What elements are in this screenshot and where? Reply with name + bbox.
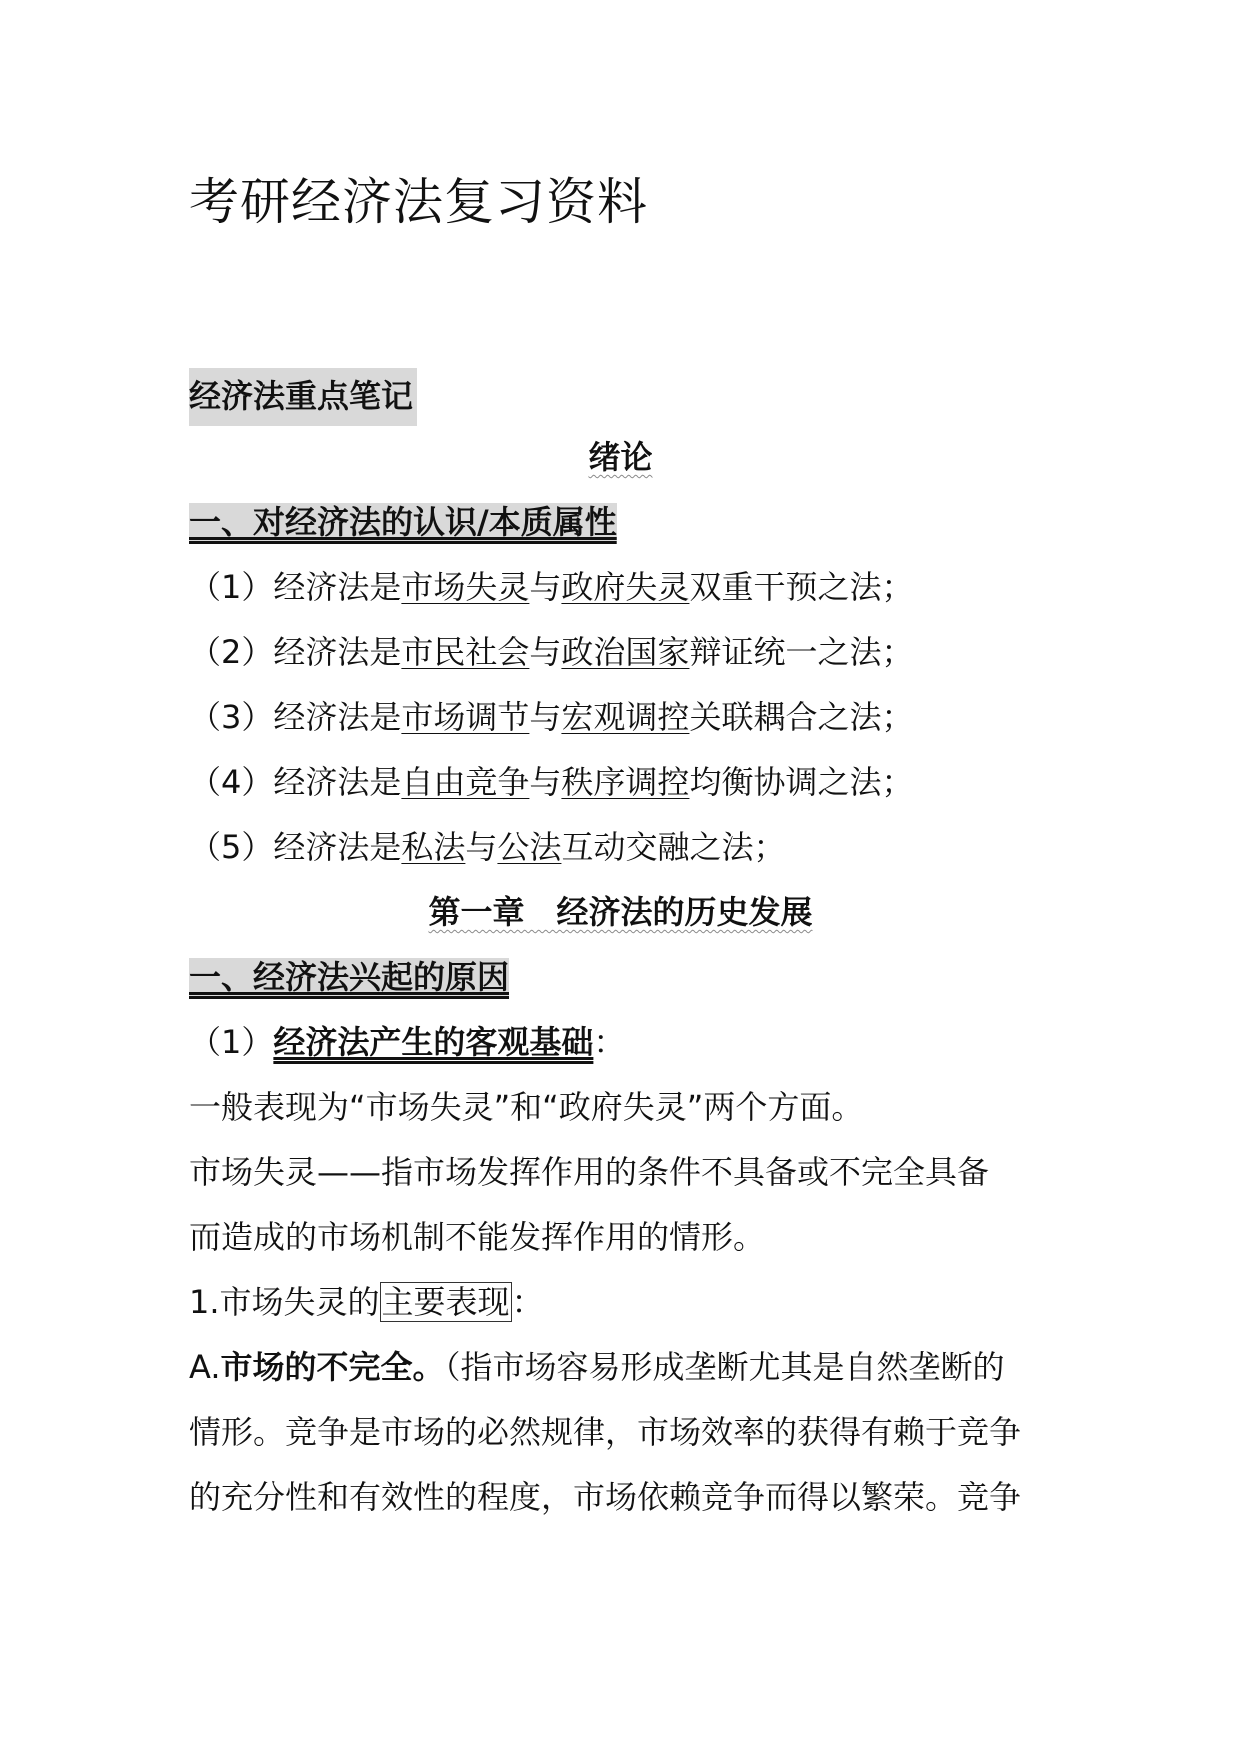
section-heading-origin [189, 957, 509, 997]
subheading-colon: ： [593, 1023, 626, 1061]
point-colon: ： [511, 1283, 544, 1321]
item-text: 辩证统一之法； [689, 633, 914, 671]
item-number: （5） [189, 828, 274, 866]
paragraph-line: 市场失灵——指市场发挥作用的条件不具备或不完全具备 [189, 1153, 990, 1191]
item-text: 与 [529, 698, 562, 736]
subheading-label: 经济法产生的客观基础 [273, 1023, 594, 1061]
item-text: 经济法是 [273, 698, 402, 736]
point-a-rest: （指市场容易形成垄断尤其是自然垄断的 [444, 1348, 1005, 1386]
item-term: 自由竞争 [401, 763, 530, 801]
intro-heading [0, 437, 1241, 477]
subheading-objective-basis [189, 1022, 625, 1062]
list-item [189, 567, 913, 607]
item-text: 双重干预之法； [689, 568, 914, 606]
section-heading-essence [189, 502, 617, 542]
item-term: 秩序调控 [561, 763, 690, 801]
paragraph-line: 一般表现为“市场失灵”和“政府失灵”两个方面。 [189, 1088, 864, 1126]
list-item [189, 697, 913, 737]
list-item [189, 762, 913, 802]
notes-heading: 经济法重点笔记 [189, 368, 417, 426]
chapter-heading [0, 892, 1241, 932]
item-text: 与 [529, 568, 562, 606]
intro-heading-text: 绪论 [588, 438, 653, 476]
item-text: 经济法是 [273, 568, 402, 606]
section-heading-essence-text: 一、对经济法的认识/本质属性 [189, 503, 617, 541]
item-term: 市场调节 [401, 698, 530, 736]
paragraph-line: 而造成的市场机制不能发挥作用的情形。 [189, 1218, 766, 1256]
list-item [189, 827, 785, 867]
item-term: 公法 [497, 828, 562, 866]
paragraph-line: 的充分性和有效性的程度，市场依赖竞争而得以繁荣。竞争 [189, 1478, 1022, 1516]
item-number: （1） [189, 1023, 274, 1061]
point-a-prefix: A. [189, 1348, 221, 1386]
item-text: 与 [465, 828, 498, 866]
boxed-term: 主要表现 [381, 1283, 510, 1321]
item-term: 宏观调控 [561, 698, 690, 736]
item-text: 均衡协调之法； [689, 763, 914, 801]
item-text: 与 [529, 763, 562, 801]
item-term: 市场失灵 [401, 568, 530, 606]
paragraph-line: 情形。竞争是市场的必然规律，市场效率的获得有赖于竞争 [189, 1413, 1022, 1451]
point-a-bold: 市场的不完全。 [220, 1348, 445, 1386]
item-term: 私法 [401, 828, 466, 866]
item-number: （3） [189, 698, 274, 736]
item-text: 互动交融之法； [561, 828, 786, 866]
point-heading [189, 1282, 544, 1322]
item-number: （2） [189, 633, 274, 671]
section-heading-origin-text: 一、经济法兴起的原因 [189, 958, 510, 996]
item-text: 经济法是 [273, 763, 402, 801]
item-term: 市民社会 [401, 633, 530, 671]
item-text: 与 [529, 633, 562, 671]
item-text: 关联耦合之法； [689, 698, 914, 736]
document-title: 考研经济法复习资料 [189, 173, 648, 231]
item-term: 政府失灵 [561, 568, 690, 606]
item-number: （4） [189, 763, 274, 801]
point-a-line [189, 1347, 1005, 1387]
point-prefix: 1.市场失灵的 [189, 1283, 380, 1321]
item-text: 经济法是 [273, 828, 402, 866]
chapter-heading-text: 第一章 经济法的历史发展 [428, 893, 813, 931]
item-number: （1） [189, 568, 274, 606]
list-item [189, 632, 913, 672]
item-term: 政治国家 [561, 633, 690, 671]
item-text: 经济法是 [273, 633, 402, 671]
